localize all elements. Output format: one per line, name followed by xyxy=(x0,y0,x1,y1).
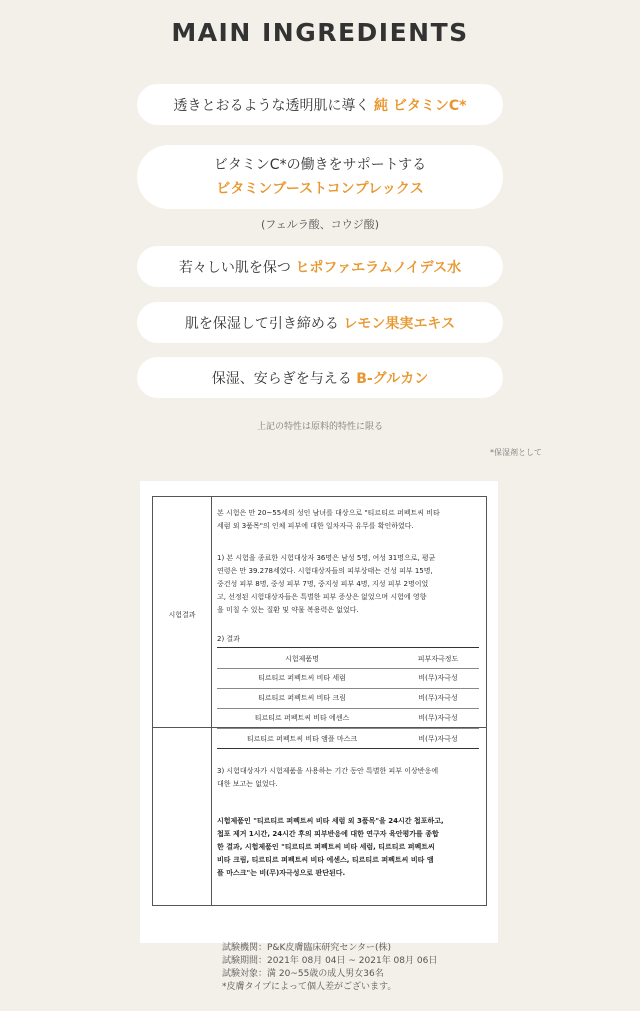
results-table-rule xyxy=(217,688,479,689)
row-label: 시험결과 xyxy=(168,611,196,619)
results-table-rule xyxy=(217,647,479,648)
ingredient-name: レモン果実エキス xyxy=(343,315,456,332)
ingredient-name: B-グルカン xyxy=(356,370,429,387)
results-table-rule xyxy=(217,668,479,669)
test-institution: 試験機関：P&K皮膚臨床研究センター(株) xyxy=(222,943,392,953)
ingredient-vitamin-boost xyxy=(137,145,503,209)
moisturizer-note: *保湿剤として xyxy=(490,448,542,457)
test-result-table: 시험결과 본 시험은 만 20~55세의 성인 남녀를 대상으로 "티르티르 퍼펙트씨 비타 세럼 외 3품목"의 인체 피부에 대한 일차자극 유무를 확인하였다. 1) 본 시험을 종료한 시험대상자 36명은 남성 5명, 여성 31명으로, 평균 연령은 만 39.278세였다. 시험대상자들의 피부상태는 건성 피부 15명, 중건성 피부 8명, 중성 피부 7명, 중지성 피부 4명, 지성 피부 2명이었 고, 선정된 시험대상자들은 특별한 피부 증상은 없었으며 시험에 영향 을 미칠 수 있는 질환 및 약물 복용력은 없었다. 2) 결과 시험제품명 피부자극정도 티르티르 퍼펙트씨 비타 세럼 비(무)자극성 티르티르 퍼펙트씨 비타 크림 비(무)자극성 티르티르 퍼펙트씨 비타 에센스 비(무)자극성 티르티르 퍼펙트씨 비타 앰플 마스크 비(무)자극성 3) 시험대상자가 시험제품을 사용하는 기간 동안 특별한 피부 이상반응에 대한 보고는 없었다. 시험제품인 "티르티르 퍼펙트씨 비타 세럼 외 3품목"을 24시간 첩포하고, 첩포 제거 1시간, 24시간 후의 피부반응에 대한 연구자 육안평가를 종합 한 결과, 시험제품인 "티르티르 퍼펙트씨 비타 세럼, 티르티르 퍼펙트씨 비타 크림, 티르티르 퍼펙트씨 비타 에센스, 티르티르 퍼펙트씨 비타 앰 플 마스크"는 비(무)자극성으로 판단된다. xyxy=(152,496,487,906)
ingredient-desc: ビタミンC*の働きをサポートする xyxy=(213,157,427,173)
ingredient-hippophae xyxy=(137,246,503,287)
test-period: 試験期間：2021年 08月 04日 ~ 2021年 08月 06日 xyxy=(222,956,438,966)
ingredient-desc: 若々しい肌を保つ xyxy=(178,259,296,276)
test-report-document xyxy=(140,481,498,943)
ingredient-sub-note: (フェルラ酸、コウジ酸) xyxy=(260,218,380,231)
test-subjects: 試験対象：満 20~55歳の成人男女36名 xyxy=(222,969,384,979)
ingredient-name: ビタミンブーストコンプレックス xyxy=(216,181,424,197)
ingredient-name: 純 ビタミンC* xyxy=(373,97,467,114)
section-1-text: 1) 본 시험을 종료한 시험대상자 36명은 남성 5명, 여성 31명으로, 평균 연령은 만 39.278세였다. 시험대상자들의 피부상태는 건성 피부 15명, 중건성 피부 8명, 중성 피부 7명, 중지성 피부 4명, 지성 피부 2명이었 고, 선정된 시험대상자들은 특별한 피부 증상은 없었으며 시험에 영향 을 미칠 수 있는 질환 및 약물 복용력은 없었다. xyxy=(217,554,436,614)
test-info-footer xyxy=(222,942,437,994)
ingredient-b-glucan xyxy=(137,357,503,398)
conclusion-text: 시험제품인 "티르티르 퍼펙트씨 비타 세럼 외 3품목"을 24시간 첩포하고, 첩포 제거 1시간, 24시간 후의 피부반응에 대한 연구자 육안평가를 종합 한 결과, 시험제품인 "티르티르 퍼펙트씨 비타 세럼, 티르티르 퍼펙트씨 비타 크림, 티르티르 퍼펙트씨 비타 에센스, 티르티르 퍼펙트씨 비타 앰 플 마스크"는 비(무)자극성으로 판단된다. xyxy=(217,817,444,877)
ingredient-desc: 肌を保湿して引き締める xyxy=(184,315,344,332)
ingredient-desc: 保湿、安らぎを与える xyxy=(211,370,357,387)
property-note: 上記の特性は原料的特性に限る xyxy=(256,422,383,432)
table-divider xyxy=(211,497,212,905)
ingredient-name: ヒポファエラムノイデス水 xyxy=(295,259,462,276)
ingredient-lemon xyxy=(137,302,503,343)
page-title: MAIN INGREDIENTS xyxy=(171,18,469,47)
results-table-rule xyxy=(217,708,479,709)
ingredient-vitamin-c xyxy=(137,84,503,125)
intro-text: 본 시험은 만 20~55세의 성인 남녀를 대상으로 "티르티르 퍼펙트씨 비타 세럼 외 3품목"의 인체 피부에 대한 일차자극 유무를 확인하였다. xyxy=(217,509,440,530)
ingredient-desc: 透きとおるような透明肌に導く xyxy=(173,97,374,114)
results-table-rule xyxy=(217,728,479,729)
section-2-label: 2) 결과 xyxy=(217,635,240,643)
individual-difference-note: *皮膚タイプによって個人差がございます。 xyxy=(222,982,397,992)
results-table-rule xyxy=(217,748,479,749)
section-3-text: 3) 시험대상자가 시험제품을 사용하는 기간 동안 특별한 피부 이상반응에 대한 보고는 없었다. xyxy=(217,767,439,788)
